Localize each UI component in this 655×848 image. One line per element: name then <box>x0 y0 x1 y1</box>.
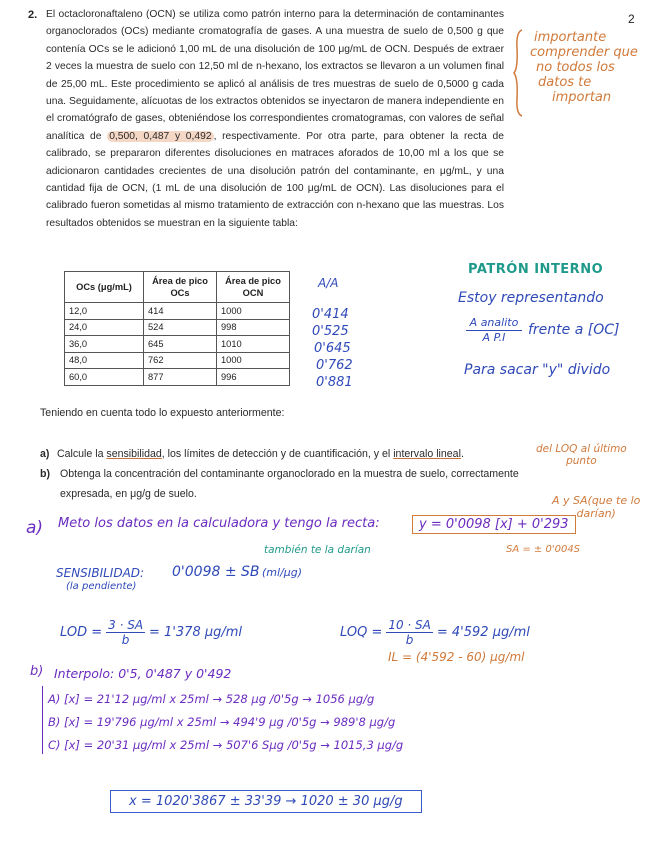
question-il: intervalo lineal <box>393 448 461 460</box>
intervalo-lineal: IL = (4'592 - 60) μg/ml <box>388 650 525 664</box>
loq-denominator: b <box>405 633 414 647</box>
question-text: Obtenga la concentración del contaminante organoclorado en la muestra de suelo, correctamente expresada, en μg/g de suelo. <box>60 468 519 500</box>
table-cell: 1010 <box>217 336 290 353</box>
interpolation-lines <box>48 688 403 757</box>
table-header: Área de pico OCs <box>144 272 217 303</box>
ratio-value: 0'762 <box>316 358 353 373</box>
margin-note-importante <box>530 30 638 105</box>
lod-left: LOD = <box>60 625 103 640</box>
table-row <box>65 303 290 320</box>
signal-values-highlight: 0,500, 0,487 y 0,492 <box>109 130 212 142</box>
loq-numerator: 10 · SA <box>388 618 431 632</box>
lod-denominator: b <box>121 633 130 647</box>
fraction-denominator: A P.I <box>482 331 506 344</box>
problem-text-after: , respectivamente. Por otra parte, para obtener la recta de calibrado, se prepararon diferentes disoluciones en matraces aforados de 10,00 ml a los que se adicionaron cantidades crecientes de una disolución patrón del contaminante, en μg/mL, y una cantidad fija de OCN, (1 mL de una disolución de 100 μg/mL de OCN). Las disoluciones para el calibrado fueron sometidas al mismo tratamiento de extracción con n-hexano que las muestras. Los resultados obtenidos se muestran en la siguiente tabla: <box>46 130 504 229</box>
problem-statement <box>46 6 504 232</box>
patron-line1: Estoy representando <box>458 290 604 306</box>
table-cell: 12,0 <box>65 303 144 320</box>
table-row <box>65 369 290 386</box>
lod-result: = 1'378 μg/ml <box>149 625 243 640</box>
note-line: importan <box>552 90 612 105</box>
question-text: . <box>460 448 464 460</box>
calibration-table <box>64 271 290 386</box>
note-line: punto <box>566 455 597 467</box>
table-cell: 524 <box>144 319 217 336</box>
question-text: , los límites de detección y de cuantificación, y el <box>161 448 394 460</box>
table-header: Área de pico OCN <box>217 272 290 303</box>
table-cell: 998 <box>217 319 290 336</box>
table-cell: 36,0 <box>65 336 144 353</box>
ratio-values <box>312 306 353 391</box>
patron-line3: Para sacar "y" divido <box>464 362 611 378</box>
interpolation-line: A) [x] = 21'12 μg/ml x 25ml → 528 μg /0'5g → 1056 μg/g <box>48 692 375 706</box>
question-a <box>40 444 550 464</box>
interpolation-line: B) [x] = 19'796 μg/ml x 25ml → 494'9 μg /0'5g → 989'8 μg/g <box>48 715 396 729</box>
patron-frente: frente a [OC] <box>528 322 620 338</box>
sensibilidad-value: 0'0098 ± SB <box>172 564 260 580</box>
question-sens: sensibilidad <box>106 448 162 460</box>
interpolo: Interpolo: 0'5, 0'487 y 0'492 <box>54 666 232 681</box>
lod-numerator: 3 · SA <box>108 618 144 632</box>
table-cell: 996 <box>217 369 290 386</box>
tambien-note: también te la darían <box>264 544 371 556</box>
table-cell: 48,0 <box>65 352 144 369</box>
sa-value: SA = ± 0'004S <box>506 544 581 555</box>
note-line: del LOQ al último <box>536 443 627 455</box>
note-line: datos te <box>538 75 592 90</box>
final-result: x = 1020'3867 ± 33'39 → 1020 ± 30 μg/g <box>110 790 422 813</box>
ratio-value: 0'414 <box>312 307 349 322</box>
loq-fraction <box>386 618 433 647</box>
ratio-value: 0'645 <box>314 341 351 356</box>
table-row <box>65 336 290 353</box>
table-cell: 1000 <box>217 352 290 369</box>
note-line: importante <box>534 30 607 45</box>
table-row <box>65 319 290 336</box>
loq-note <box>536 443 627 467</box>
question-label: a) <box>40 448 50 460</box>
loq-result: = 4'592 μg/ml <box>436 625 530 640</box>
table-header-row <box>65 272 290 303</box>
table-cell: 60,0 <box>65 369 144 386</box>
page-number: 2 <box>628 12 635 26</box>
question-text: Calcule la <box>56 448 107 460</box>
table-row <box>65 352 290 369</box>
question-b <box>40 464 550 504</box>
loq-formula <box>340 618 530 647</box>
answer-a-label: a) <box>26 518 44 538</box>
patron-interno-title: PATRÓN INTERNO <box>468 262 604 277</box>
answer-b-label: b) <box>30 664 44 679</box>
lod-formula <box>60 618 242 647</box>
loq-left: LOQ = <box>340 625 383 640</box>
ratio-value: 0'881 <box>316 375 353 390</box>
pendiente-note: (la pendiente) <box>66 581 137 592</box>
brace-line <box>42 686 43 754</box>
sensibilidad-label: SENSIBILIDAD: <box>56 566 145 580</box>
table-cell: 877 <box>144 369 217 386</box>
table-cell: 645 <box>144 336 217 353</box>
question-label: b) <box>40 468 50 480</box>
note-line: comprender que <box>530 45 638 60</box>
table-cell: 762 <box>144 352 217 369</box>
ratio-header: A/A <box>318 276 339 290</box>
table-cell: 414 <box>144 303 217 320</box>
table-cell: 1000 <box>217 303 290 320</box>
note-line: A y SA(que te lo <box>552 494 641 507</box>
intro-text: Teniendo en cuenta todo lo expuesto anteriormente: <box>40 407 285 419</box>
ratio-value: 0'525 <box>312 324 349 339</box>
problem-number: 2. <box>28 9 38 21</box>
interpolation-line: C) [x] = 20'31 μg/ml x 25ml → 507'6 Sμg /0'5g → 1015,3 μg/g <box>48 738 404 752</box>
note-line: darían) <box>576 507 616 520</box>
problem-text: El octacloronaftaleno (OCN) se utiliza como patrón interno para la determinación de contaminantes organoclorados (OCs) mediante cromatografía de gases. A una muestra de suelo de 0,500 g que contenía OCs se le adicionó 1,00 mL de una disolución de 100 μg/mL de OCN. Después de extraer 2 veces la muestra de suelo con 12,50 ml de n-hexano, los extractos se llevaron a un volumen final de 25,00 mL. Este procedimiento se aplicó al análisis de tres muestras de suelo de 0,5000 g cada una. Seguidamente, alícuotas de los extractos obtenidos se inyectaron de manera independiente en el cromatógrafo de gases, obteniéndose los correspondientes cromatogramas, con valores de señal analítica de <box>46 9 504 142</box>
regression-equation: y = 0'0098 [x] + 0'293 <box>412 515 576 534</box>
answer-a-text: Meto los datos en la calculadora y tengo la recta: <box>58 516 380 531</box>
orange-bracket-icon <box>512 28 526 118</box>
fraction-numerator: A analito <box>466 316 522 331</box>
table-cell: 24,0 <box>65 319 144 336</box>
note-line: no todos los <box>536 60 615 75</box>
patron-fraction <box>466 316 522 344</box>
table-header: OCs (μg/mL) <box>65 272 144 303</box>
sensibilidad-units: (ml/μg) <box>262 566 303 579</box>
lod-fraction <box>106 618 145 647</box>
questions <box>40 444 550 504</box>
